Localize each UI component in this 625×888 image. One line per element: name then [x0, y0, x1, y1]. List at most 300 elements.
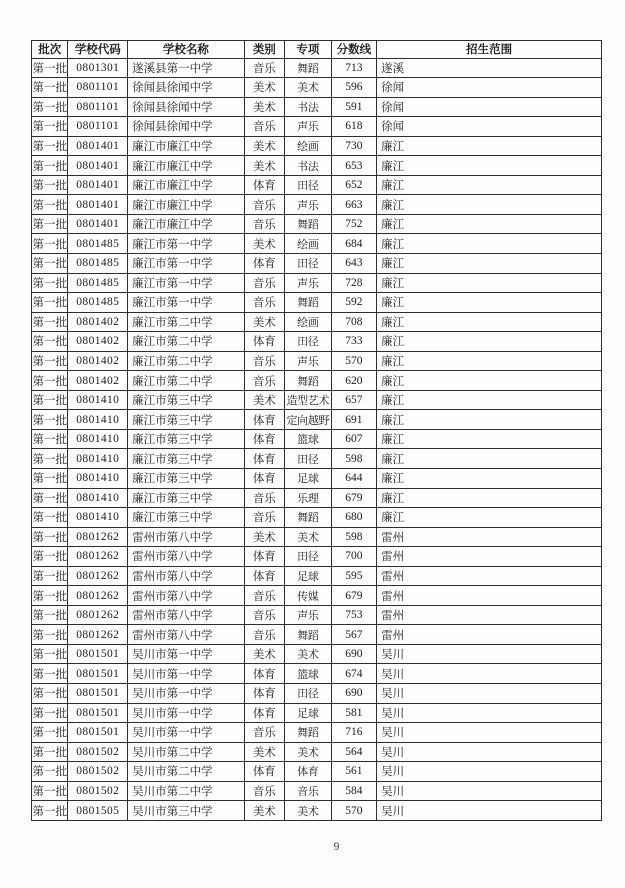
cell-school_code: 0801410	[68, 390, 128, 410]
cell-category: 体育	[244, 253, 284, 273]
cell-score_line: 561	[331, 762, 377, 782]
table-row	[32, 371, 602, 391]
cell-score_line: 570	[331, 351, 377, 371]
cell-score_line: 700	[331, 547, 377, 567]
cell-score_line: 598	[331, 527, 377, 547]
cell-school_code: 0801485	[68, 273, 128, 293]
cell-enrollment_area: 雷州	[377, 605, 602, 625]
cell-school_name: 吴川市第三中学	[128, 801, 244, 821]
cell-batch: 第一批	[32, 156, 68, 176]
cell-category: 音乐	[244, 117, 284, 137]
cell-score_line: 567	[331, 625, 377, 645]
cell-school_name: 遂溪县第一中学	[128, 58, 244, 78]
cell-category: 美术	[244, 234, 284, 254]
cell-score_line: 564	[331, 742, 377, 762]
cell-school_code: 0801485	[68, 293, 128, 313]
cell-batch: 第一批	[32, 586, 68, 606]
table-row	[32, 468, 602, 488]
cell-score_line: 728	[331, 273, 377, 293]
cell-category: 体育	[244, 175, 284, 195]
cell-school_code: 0801262	[68, 547, 128, 567]
cell-enrollment_area: 廉江	[377, 449, 602, 469]
cell-school_code: 0801402	[68, 371, 128, 391]
cell-batch: 第一批	[32, 605, 68, 625]
cell-category: 音乐	[244, 625, 284, 645]
cell-category: 美术	[244, 644, 284, 664]
cell-school_name: 雷州市第八中学	[128, 625, 244, 645]
cell-batch: 第一批	[32, 762, 68, 782]
cell-enrollment_area: 廉江	[377, 371, 602, 391]
cell-category: 音乐	[244, 781, 284, 801]
cell-enrollment_area: 徐闻	[377, 117, 602, 137]
cell-batch: 第一批	[32, 97, 68, 117]
column-header-score_line: 分数线	[331, 41, 377, 59]
cell-school_name: 廉江市第二中学	[128, 332, 244, 352]
cell-school_code: 0801101	[68, 78, 128, 98]
table-row	[32, 723, 602, 743]
cell-school_name: 徐闻县徐闻中学	[128, 117, 244, 137]
cell-score_line: 657	[331, 390, 377, 410]
cell-category: 美术	[244, 527, 284, 547]
cell-score_line: 679	[331, 586, 377, 606]
cell-batch: 第一批	[32, 664, 68, 684]
cell-school_code: 0801402	[68, 332, 128, 352]
cell-school_code: 0801401	[68, 214, 128, 234]
cell-score_line: 680	[331, 508, 377, 528]
cell-enrollment_area: 吴川	[377, 703, 602, 723]
cell-enrollment_area: 吴川	[377, 781, 602, 801]
column-header-school_name: 学校名称	[128, 41, 244, 59]
cell-enrollment_area: 雷州	[377, 527, 602, 547]
table-row	[32, 58, 602, 78]
cell-enrollment_area: 吴川	[377, 644, 602, 664]
cell-score_line: 684	[331, 234, 377, 254]
cell-score_line: 753	[331, 605, 377, 625]
cell-batch: 第一批	[32, 468, 68, 488]
cell-specialty: 声乐	[285, 273, 332, 293]
cell-specialty: 篮球	[285, 429, 332, 449]
cell-specialty: 乐理	[285, 488, 332, 508]
cell-school_name: 吴川市第一中学	[128, 644, 244, 664]
cell-enrollment_area: 廉江	[377, 429, 602, 449]
cell-school_name: 吴川市第一中学	[128, 703, 244, 723]
cell-specialty: 足球	[285, 566, 332, 586]
cell-batch: 第一批	[32, 253, 68, 273]
cell-score_line: 679	[331, 488, 377, 508]
cell-enrollment_area: 廉江	[377, 175, 602, 195]
cell-specialty: 美术	[285, 644, 332, 664]
cell-score_line: 570	[331, 801, 377, 821]
table-row	[32, 351, 602, 371]
table-row	[32, 97, 602, 117]
cell-specialty: 舞蹈	[285, 58, 332, 78]
table-row	[32, 644, 602, 664]
table-row	[32, 625, 602, 645]
cell-specialty: 舞蹈	[285, 214, 332, 234]
cell-batch: 第一批	[32, 547, 68, 567]
cell-school_name: 吴川市第二中学	[128, 762, 244, 782]
cell-enrollment_area: 遂溪	[377, 58, 602, 78]
cell-specialty: 传媒	[285, 586, 332, 606]
cell-enrollment_area: 雷州	[377, 547, 602, 567]
cell-enrollment_area: 廉江	[377, 332, 602, 352]
cell-category: 音乐	[244, 214, 284, 234]
table-row	[32, 664, 602, 684]
cell-batch: 第一批	[32, 644, 68, 664]
column-header-batch: 批次	[32, 41, 68, 59]
cell-school_code: 0801262	[68, 586, 128, 606]
cell-school_name: 廉江市第三中学	[128, 488, 244, 508]
cell-category: 美术	[244, 312, 284, 332]
cell-school_code: 0801501	[68, 723, 128, 743]
cell-batch: 第一批	[32, 566, 68, 586]
cell-school_name: 廉江市第一中学	[128, 273, 244, 293]
cell-school_name: 廉江市廉江中学	[128, 175, 244, 195]
cell-enrollment_area: 廉江	[377, 195, 602, 215]
cell-category: 体育	[244, 762, 284, 782]
cell-category: 音乐	[244, 371, 284, 391]
cell-school_name: 廉江市第一中学	[128, 234, 244, 254]
cell-batch: 第一批	[32, 351, 68, 371]
cell-score_line: 581	[331, 703, 377, 723]
cell-score_line: 752	[331, 214, 377, 234]
cell-score_line: 713	[331, 58, 377, 78]
cell-score_line: 596	[331, 78, 377, 98]
cell-enrollment_area: 徐闻	[377, 78, 602, 98]
score-table	[31, 40, 602, 821]
cell-school_name: 雷州市第八中学	[128, 586, 244, 606]
cell-category: 体育	[244, 332, 284, 352]
cell-category: 美术	[244, 78, 284, 98]
cell-batch: 第一批	[32, 332, 68, 352]
cell-school_name: 吴川市第一中学	[128, 664, 244, 684]
cell-school_name: 廉江市第三中学	[128, 468, 244, 488]
cell-enrollment_area: 廉江	[377, 273, 602, 293]
cell-school_name: 雷州市第八中学	[128, 547, 244, 567]
cell-score_line: 708	[331, 312, 377, 332]
cell-batch: 第一批	[32, 312, 68, 332]
table-row	[32, 566, 602, 586]
cell-batch: 第一批	[32, 703, 68, 723]
column-header-school_code: 学校代码	[68, 41, 128, 59]
cell-enrollment_area: 廉江	[377, 410, 602, 430]
cell-school_code: 0801502	[68, 762, 128, 782]
cell-category: 美术	[244, 742, 284, 762]
cell-school_code: 0801401	[68, 156, 128, 176]
cell-enrollment_area: 廉江	[377, 488, 602, 508]
cell-score_line: 643	[331, 253, 377, 273]
cell-school_name: 廉江市第二中学	[128, 351, 244, 371]
cell-specialty: 美术	[285, 801, 332, 821]
cell-batch: 第一批	[32, 801, 68, 821]
cell-school_name: 廉江市第三中学	[128, 410, 244, 430]
cell-school_code: 0801401	[68, 136, 128, 156]
cell-school_code: 0801502	[68, 781, 128, 801]
cell-category: 美术	[244, 390, 284, 410]
cell-school_code: 0801262	[68, 605, 128, 625]
cell-school_name: 廉江市第一中学	[128, 253, 244, 273]
cell-school_name: 廉江市廉江中学	[128, 156, 244, 176]
table-row	[32, 684, 602, 704]
table-row	[32, 488, 602, 508]
cell-category: 美术	[244, 801, 284, 821]
cell-school_name: 吴川市第一中学	[128, 684, 244, 704]
cell-score_line: 674	[331, 664, 377, 684]
cell-school_code: 0801410	[68, 488, 128, 508]
cell-category: 音乐	[244, 195, 284, 215]
table-row	[32, 390, 602, 410]
cell-score_line: 663	[331, 195, 377, 215]
cell-batch: 第一批	[32, 723, 68, 743]
column-header-specialty: 专项	[285, 41, 332, 59]
cell-specialty: 舞蹈	[285, 723, 332, 743]
cell-school_code: 0801402	[68, 351, 128, 371]
cell-enrollment_area: 雷州	[377, 625, 602, 645]
cell-category: 美术	[244, 136, 284, 156]
column-header-enrollment_area: 招生范围	[377, 41, 602, 59]
cell-enrollment_area: 廉江	[377, 351, 602, 371]
cell-specialty: 绘画	[285, 312, 332, 332]
cell-enrollment_area: 廉江	[377, 214, 602, 234]
cell-score_line: 595	[331, 566, 377, 586]
cell-school_name: 廉江市廉江中学	[128, 195, 244, 215]
cell-batch: 第一批	[32, 429, 68, 449]
cell-school_code: 0801402	[68, 312, 128, 332]
cell-batch: 第一批	[32, 78, 68, 98]
cell-specialty: 舞蹈	[285, 508, 332, 528]
cell-school_code: 0801501	[68, 703, 128, 723]
cell-school_name: 廉江市第三中学	[128, 390, 244, 410]
table-row	[32, 117, 602, 137]
cell-enrollment_area: 廉江	[377, 156, 602, 176]
cell-specialty: 舞蹈	[285, 293, 332, 313]
table-row	[32, 136, 602, 156]
cell-enrollment_area: 廉江	[377, 468, 602, 488]
cell-school_code: 0801501	[68, 684, 128, 704]
cell-batch: 第一批	[32, 273, 68, 293]
cell-batch: 第一批	[32, 410, 68, 430]
cell-score_line: 620	[331, 371, 377, 391]
table-row	[32, 801, 602, 821]
cell-specialty: 田径	[285, 684, 332, 704]
cell-enrollment_area: 吴川	[377, 723, 602, 743]
cell-score_line: 652	[331, 175, 377, 195]
cell-category: 体育	[244, 566, 284, 586]
table-row	[32, 742, 602, 762]
cell-school_code: 0801505	[68, 801, 128, 821]
table-row	[32, 214, 602, 234]
cell-school_code: 0801410	[68, 410, 128, 430]
table-row	[32, 781, 602, 801]
cell-specialty: 书法	[285, 97, 332, 117]
cell-school_name: 雷州市第八中学	[128, 605, 244, 625]
cell-specialty: 足球	[285, 468, 332, 488]
cell-specialty: 田径	[285, 175, 332, 195]
cell-score_line: 730	[331, 136, 377, 156]
cell-school_code: 0801401	[68, 195, 128, 215]
cell-school_name: 吴川市第二中学	[128, 781, 244, 801]
cell-school_code: 0801410	[68, 429, 128, 449]
cell-batch: 第一批	[32, 390, 68, 410]
cell-score_line: 691	[331, 410, 377, 430]
cell-batch: 第一批	[32, 58, 68, 78]
cell-category: 音乐	[244, 273, 284, 293]
cell-specialty: 书法	[285, 156, 332, 176]
cell-batch: 第一批	[32, 214, 68, 234]
cell-batch: 第一批	[32, 742, 68, 762]
table-row	[32, 586, 602, 606]
cell-school_code: 0801485	[68, 234, 128, 254]
cell-batch: 第一批	[32, 117, 68, 137]
cell-category: 音乐	[244, 488, 284, 508]
cell-specialty: 舞蹈	[285, 625, 332, 645]
cell-enrollment_area: 廉江	[377, 253, 602, 273]
cell-specialty: 足球	[285, 703, 332, 723]
cell-category: 体育	[244, 703, 284, 723]
cell-batch: 第一批	[32, 781, 68, 801]
cell-score_line: 598	[331, 449, 377, 469]
cell-specialty: 绘画	[285, 234, 332, 254]
cell-category: 美术	[244, 156, 284, 176]
cell-score_line: 584	[331, 781, 377, 801]
cell-school_name: 雷州市第八中学	[128, 527, 244, 547]
cell-specialty: 定向越野	[285, 410, 332, 430]
cell-category: 体育	[244, 429, 284, 449]
cell-score_line: 690	[331, 644, 377, 664]
cell-school_code: 0801502	[68, 742, 128, 762]
table-row	[32, 273, 602, 293]
table-row	[32, 547, 602, 567]
cell-school_name: 廉江市第三中学	[128, 508, 244, 528]
page-number: 9	[333, 841, 340, 853]
cell-category: 体育	[244, 468, 284, 488]
table-row	[32, 703, 602, 723]
cell-enrollment_area: 廉江	[377, 312, 602, 332]
cell-school_name: 徐闻县徐闻中学	[128, 78, 244, 98]
cell-school_name: 吴川市第一中学	[128, 723, 244, 743]
cell-enrollment_area: 廉江	[377, 136, 602, 156]
cell-category: 体育	[244, 449, 284, 469]
cell-batch: 第一批	[32, 293, 68, 313]
cell-score_line: 591	[331, 97, 377, 117]
cell-enrollment_area: 廉江	[377, 508, 602, 528]
cell-score_line: 607	[331, 429, 377, 449]
cell-school_code: 0801485	[68, 253, 128, 273]
column-header-category: 类别	[244, 41, 284, 59]
cell-enrollment_area: 吴川	[377, 664, 602, 684]
table-row	[32, 175, 602, 195]
cell-score_line: 690	[331, 684, 377, 704]
cell-school_code: 0801101	[68, 117, 128, 137]
cell-specialty: 声乐	[285, 605, 332, 625]
cell-specialty: 体育	[285, 762, 332, 782]
cell-school_name: 廉江市廉江中学	[128, 214, 244, 234]
cell-specialty: 音乐	[285, 781, 332, 801]
cell-batch: 第一批	[32, 488, 68, 508]
cell-category: 音乐	[244, 58, 284, 78]
cell-school_name: 廉江市第一中学	[128, 293, 244, 313]
cell-specialty: 田径	[285, 332, 332, 352]
cell-school_name: 廉江市第二中学	[128, 312, 244, 332]
cell-specialty: 美术	[285, 742, 332, 762]
cell-batch: 第一批	[32, 371, 68, 391]
table-row	[32, 78, 602, 98]
cell-specialty: 声乐	[285, 351, 332, 371]
cell-specialty: 声乐	[285, 117, 332, 137]
cell-specialty: 篮球	[285, 664, 332, 684]
table-row	[32, 293, 602, 313]
table-row	[32, 312, 602, 332]
table-body	[32, 58, 602, 820]
table-row	[32, 253, 602, 273]
cell-school_name: 廉江市廉江中学	[128, 136, 244, 156]
cell-school_code: 0801401	[68, 175, 128, 195]
table-row	[32, 605, 602, 625]
cell-category: 体育	[244, 684, 284, 704]
cell-school_code: 0801101	[68, 97, 128, 117]
cell-category: 体育	[244, 547, 284, 567]
cell-school_code: 0801262	[68, 625, 128, 645]
table-row	[32, 762, 602, 782]
table-row	[32, 156, 602, 176]
cell-school_code: 0801410	[68, 468, 128, 488]
table-row	[32, 429, 602, 449]
cell-school_name: 廉江市第二中学	[128, 371, 244, 391]
cell-specialty: 绘画	[285, 136, 332, 156]
cell-enrollment_area: 吴川	[377, 684, 602, 704]
cell-enrollment_area: 廉江	[377, 234, 602, 254]
cell-school_name: 廉江市第三中学	[128, 449, 244, 469]
cell-category: 体育	[244, 664, 284, 684]
cell-batch: 第一批	[32, 195, 68, 215]
cell-specialty: 造型艺术	[285, 390, 332, 410]
cell-score_line: 592	[331, 293, 377, 313]
cell-batch: 第一批	[32, 508, 68, 528]
cell-specialty: 美术	[285, 78, 332, 98]
cell-batch: 第一批	[32, 136, 68, 156]
cell-category: 美术	[244, 97, 284, 117]
cell-specialty: 美术	[285, 527, 332, 547]
cell-specialty: 田径	[285, 547, 332, 567]
cell-school_code: 0801262	[68, 527, 128, 547]
cell-specialty: 田径	[285, 253, 332, 273]
cell-enrollment_area: 吴川	[377, 762, 602, 782]
cell-enrollment_area: 吴川	[377, 742, 602, 762]
cell-category: 音乐	[244, 351, 284, 371]
cell-specialty: 舞蹈	[285, 371, 332, 391]
cell-category: 音乐	[244, 586, 284, 606]
cell-category: 音乐	[244, 605, 284, 625]
table-row	[32, 449, 602, 469]
table-row	[32, 332, 602, 352]
cell-batch: 第一批	[32, 449, 68, 469]
cell-category: 音乐	[244, 508, 284, 528]
cell-school_code: 0801262	[68, 566, 128, 586]
table-row	[32, 195, 602, 215]
table-row	[32, 410, 602, 430]
cell-school_code: 0801501	[68, 664, 128, 684]
cell-enrollment_area: 徐闻	[377, 97, 602, 117]
cell-school_code: 0801410	[68, 449, 128, 469]
cell-school_code: 0801410	[68, 508, 128, 528]
cell-score_line: 644	[331, 468, 377, 488]
cell-batch: 第一批	[32, 234, 68, 254]
cell-school_name: 雷州市第八中学	[128, 566, 244, 586]
table-row	[32, 234, 602, 254]
cell-score_line: 716	[331, 723, 377, 743]
cell-school_code: 0801501	[68, 644, 128, 664]
cell-school_name: 吴川市第二中学	[128, 742, 244, 762]
